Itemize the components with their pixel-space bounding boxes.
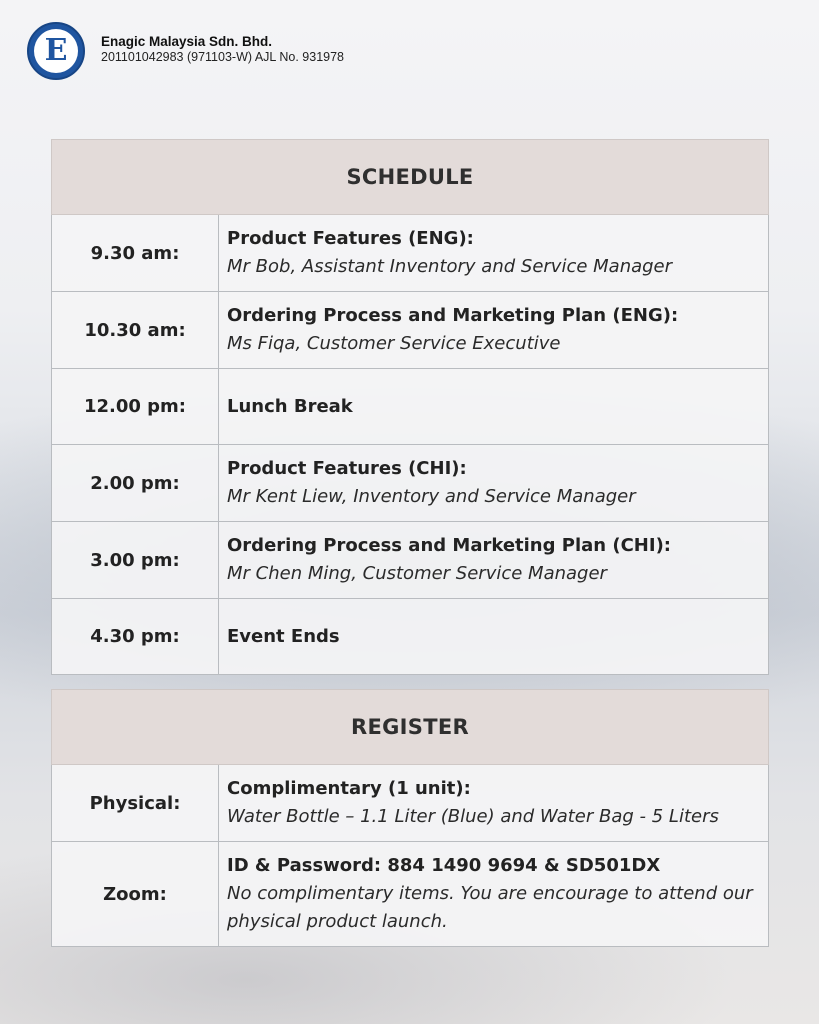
session-speaker: Mr Bob, Assistant Inventory and Service Manager: [227, 256, 673, 277]
session-speaker: Ms Fiqa, Customer Service Executive: [227, 333, 561, 354]
schedule-desc: [219, 445, 769, 522]
schedule-row: [52, 292, 769, 369]
schedule-desc: [219, 522, 769, 599]
register-heading: REGISTER: [52, 690, 769, 765]
session-title: Product Features (CHI):: [227, 458, 467, 479]
register-label: Physical:: [52, 765, 219, 842]
register-desc: [219, 842, 769, 947]
register-title: ID & Password: 884 1490 9694 & SD501DX: [227, 855, 661, 876]
schedule-row: [52, 369, 769, 445]
session-title: Event Ends: [227, 625, 340, 647]
register-row: [52, 765, 769, 842]
schedule-desc: [219, 292, 769, 369]
schedule-row: [52, 445, 769, 522]
register-table: [51, 689, 769, 947]
register-row: [52, 842, 769, 947]
schedule-desc: [219, 599, 769, 675]
schedule-row: [52, 522, 769, 599]
schedule-time: 12.00 pm:: [52, 369, 219, 445]
schedule-time: 3.00 pm:: [52, 522, 219, 599]
schedule-time: 2.00 pm:: [52, 445, 219, 522]
session-title: Lunch Break: [227, 395, 353, 417]
schedule-table: [51, 139, 769, 675]
enagic-logo: [27, 22, 85, 80]
schedule-desc: [219, 369, 769, 445]
register-title: Complimentary (1 unit):: [227, 778, 471, 799]
schedule-time: 9.30 am:: [52, 215, 219, 292]
register-label: Zoom:: [52, 842, 219, 947]
company-info: [101, 34, 344, 64]
session-speaker: Mr Kent Liew, Inventory and Service Manager: [227, 486, 636, 507]
session-speaker: Mr Chen Ming, Customer Service Manager: [227, 563, 607, 584]
register-desc: [219, 765, 769, 842]
logo-letter: E: [34, 29, 78, 73]
schedule-time: 4.30 pm:: [52, 599, 219, 675]
company-name: Enagic Malaysia Sdn. Bhd.: [101, 34, 273, 49]
register-detail: No complimentary items. You are encourage to attend our physical product launch.: [227, 883, 753, 932]
company-header: [27, 22, 344, 80]
register-detail: Water Bottle – 1.1 Liter (Blue) and Water Bag - 5 Liters: [227, 806, 719, 827]
schedule-row: [52, 215, 769, 292]
schedule-desc: [219, 215, 769, 292]
schedule-heading: SCHEDULE: [52, 140, 769, 215]
session-title: Ordering Process and Marketing Plan (ENG):: [227, 305, 679, 326]
company-registration: 201101042983 (971103-W) AJL No. 931978: [101, 50, 345, 64]
session-title: Ordering Process and Marketing Plan (CHI):: [227, 535, 671, 556]
schedule-time: 10.30 am:: [52, 292, 219, 369]
session-title: Product Features (ENG):: [227, 228, 474, 249]
schedule-row: [52, 599, 769, 675]
